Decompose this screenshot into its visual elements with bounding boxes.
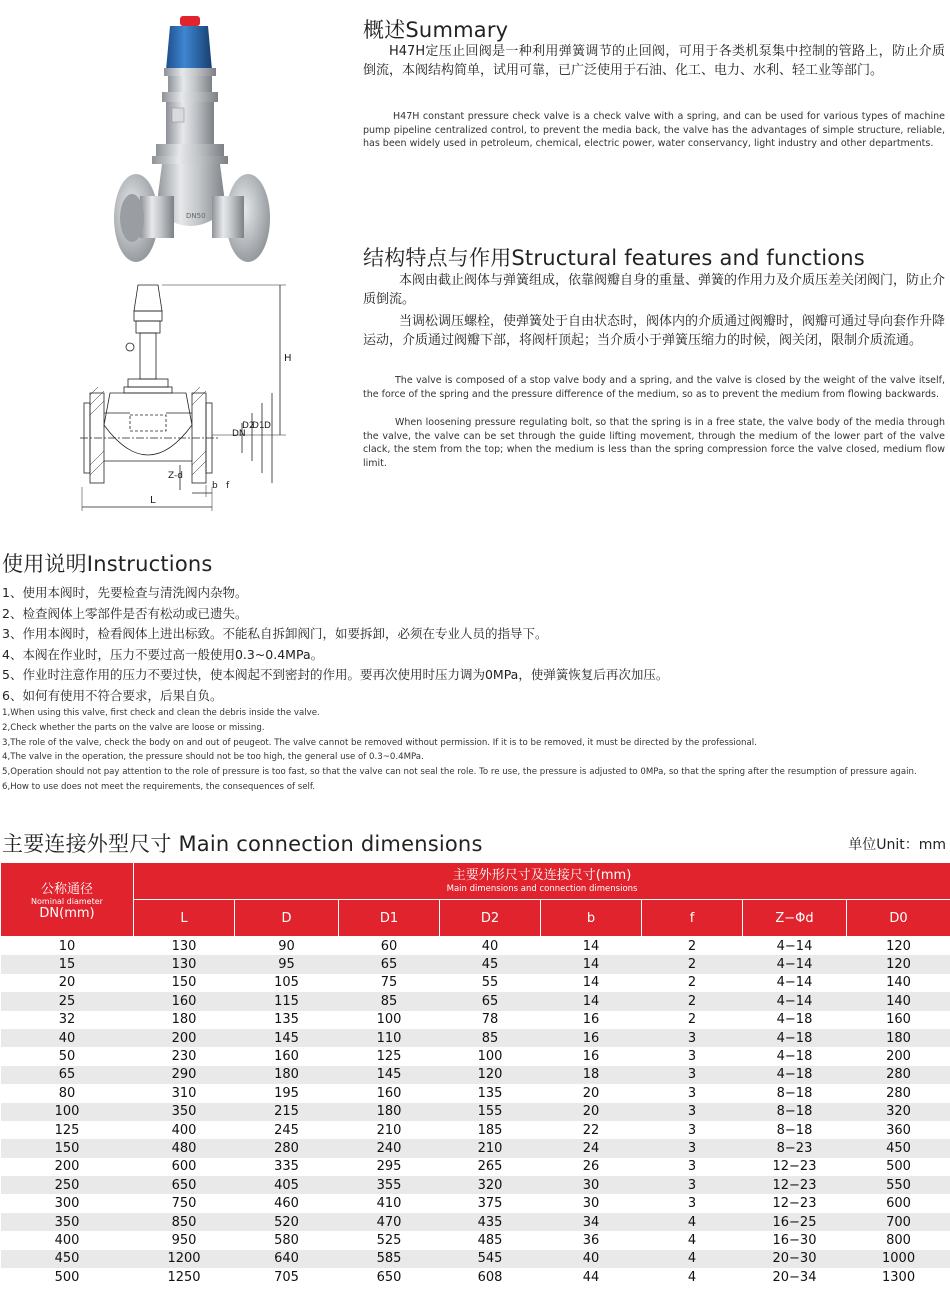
table-cell: 150 — [1, 1139, 134, 1157]
table-cell: 4−18 — [743, 1066, 847, 1084]
table-cell: 14 — [541, 955, 642, 973]
table-cell: 4−14 — [743, 992, 847, 1010]
table-row — [1, 1084, 950, 1102]
table-cell: 245 — [235, 1121, 339, 1139]
table-row — [1, 992, 950, 1010]
table-cell: 125 — [1, 1121, 134, 1139]
table-cell: 8−18 — [743, 1084, 847, 1102]
table-cell: 950 — [134, 1231, 235, 1249]
table-row — [1, 955, 950, 973]
table-cell: 210 — [440, 1139, 541, 1157]
summary-en: H47H constant pressure check valve is a check valve with a spring, and can be used for various types of machine pump pipeline centralized control, to prevent the media back, the valve has the advantages of simple structure, reliable, has been widely used in petroleum, chemical, electric power, water conservancy, light industry and other departments. — [363, 111, 945, 149]
table-cell: 120 — [847, 955, 950, 973]
table-cell: 14 — [541, 992, 642, 1010]
table-cell: 4−18 — [743, 1047, 847, 1065]
table-cell: 480 — [134, 1139, 235, 1157]
table-cell: 22 — [541, 1121, 642, 1139]
table-cell: 150 — [134, 974, 235, 992]
table-cell: 525 — [339, 1231, 440, 1249]
table-cell: 500 — [847, 1158, 950, 1176]
table-cell: 100 — [440, 1047, 541, 1065]
table-cell: 160 — [134, 992, 235, 1010]
table-cell: 80 — [1, 1084, 134, 1102]
table-cell: 580 — [235, 1231, 339, 1249]
table-cell: 3 — [642, 1176, 743, 1194]
table-cell: 180 — [235, 1066, 339, 1084]
drawing-label-l: L — [150, 495, 156, 506]
unit-label: 单位Unit：mm — [848, 837, 946, 853]
table-cell: 405 — [235, 1176, 339, 1194]
instruction-cn-item: 5、作业时注意作用的压力不要过快，使本阀起不到密封的作用。要再次使用时压力调为0MPa，使弹簧恢复后再次加压。 — [2, 667, 669, 682]
table-cell: 3 — [642, 1029, 743, 1047]
table-cell: 350 — [1, 1213, 134, 1231]
instructions-en-list — [2, 706, 948, 795]
table-cell: 4 — [642, 1213, 743, 1231]
table-cell: 78 — [440, 1011, 541, 1029]
table-row — [1, 1029, 950, 1047]
features-title: 结构特点与作用Structural features and functions — [363, 246, 865, 270]
table-cell: 65 — [440, 992, 541, 1010]
table-cell: 155 — [440, 1103, 541, 1121]
table-cell: 750 — [134, 1194, 235, 1212]
table-cell: 3 — [642, 1066, 743, 1084]
table-cell: 160 — [339, 1084, 440, 1102]
table-cell: 85 — [339, 992, 440, 1010]
table-cell: 24 — [541, 1139, 642, 1157]
instructions-cn-list — [2, 583, 948, 706]
table-cell: 3 — [642, 1139, 743, 1157]
product-photo — [108, 10, 278, 265]
instruction-en-item: 1,When using this valve, first check and clean the debris inside the valve. — [2, 708, 320, 718]
table-cell: 60 — [339, 937, 440, 956]
table-row — [1, 1176, 950, 1194]
table-row — [1, 1011, 950, 1029]
table-cell: 12−23 — [743, 1176, 847, 1194]
table-cell: 180 — [847, 1029, 950, 1047]
table-row — [1, 974, 950, 992]
group-header — [134, 863, 950, 900]
table-cell: 20−30 — [743, 1250, 847, 1268]
drawing-label-d2: D2 — [242, 421, 255, 431]
table-cell: 40 — [541, 1250, 642, 1268]
table-cell: 8−18 — [743, 1121, 847, 1139]
column-header-f: f — [642, 900, 743, 937]
table-cell: 650 — [134, 1176, 235, 1194]
table-row — [1, 1121, 950, 1139]
table-cell: 4−18 — [743, 1029, 847, 1047]
column-header-d0: D0 — [847, 900, 950, 937]
table-cell: 280 — [847, 1084, 950, 1102]
table-cell: 34 — [541, 1213, 642, 1231]
table-cell: 335 — [235, 1158, 339, 1176]
table-cell: 110 — [339, 1029, 440, 1047]
table-row — [1, 1139, 950, 1157]
table-cell: 210 — [339, 1121, 440, 1139]
instructions-title: 使用说明Instructions — [2, 552, 213, 576]
drawing-label-f: f — [226, 481, 230, 491]
table-cell: 320 — [440, 1176, 541, 1194]
table-cell: 320 — [847, 1103, 950, 1121]
instruction-en-item: 3,The role of the valve, check the body on and out of peugeot. The valve cannot be removed without permission. If it is to be removed, it must be directed by the professional. — [2, 737, 757, 748]
table-cell: 12−23 — [743, 1158, 847, 1176]
group-header-en: Main dimensions and connection dimensions — [446, 884, 638, 894]
drawing-label-b: b — [212, 481, 218, 491]
technical-drawing — [70, 275, 310, 520]
table-cell: 65 — [1, 1066, 134, 1084]
dn-header-en: Nominal diameter — [31, 897, 103, 906]
table-cell: 600 — [847, 1194, 950, 1212]
table-cell: 130 — [134, 955, 235, 973]
table-cell: 850 — [134, 1213, 235, 1231]
table-cell: 195 — [235, 1084, 339, 1102]
table-cell: 3 — [642, 1103, 743, 1121]
table-cell: 400 — [134, 1121, 235, 1139]
table-cell: 450 — [1, 1250, 134, 1268]
column-header-d: D — [235, 900, 339, 937]
table-cell: 20−34 — [743, 1268, 847, 1286]
table-row — [1, 1158, 950, 1176]
instruction-en-item: 2,Check whether the parts on the valve are loose or missing. — [2, 722, 265, 733]
table-cell: 3 — [642, 1158, 743, 1176]
table-cell: 240 — [339, 1139, 440, 1157]
table-cell: 135 — [440, 1084, 541, 1102]
table-cell: 230 — [134, 1047, 235, 1065]
table-cell: 20 — [541, 1084, 642, 1102]
table-cell: 180 — [134, 1011, 235, 1029]
table-cell: 26 — [541, 1158, 642, 1176]
group-header-cn: 主要外形尺寸及连接尺寸(mm) — [452, 868, 632, 883]
table-cell: 600 — [134, 1158, 235, 1176]
table-cell: 44 — [541, 1268, 642, 1286]
instruction-cn-item: 3、作用本阀时，检看阀体上进出标致。不能私自拆卸阀门，如要拆卸，必须在专业人员的指导下。 — [2, 626, 548, 641]
table-cell: 2 — [642, 974, 743, 992]
features-en-2: When loosening pressure regulating bolt, so that the spring is in a free state, the valve body of the media through the valve, the valve can be set through the guide lifting movement, through the medium of the lower part of the valve clack, the stem from the top; when the medium is less than the spring compression force the valve closed, medium flow limit. — [363, 417, 945, 469]
table-cell: 4 — [642, 1231, 743, 1249]
table-cell: 14 — [541, 937, 642, 956]
table-row — [1, 937, 950, 956]
table-cell: 95 — [235, 955, 339, 973]
table-cell: 8−18 — [743, 1103, 847, 1121]
table-cell: 650 — [339, 1268, 440, 1286]
table-cell: 16−30 — [743, 1231, 847, 1249]
instruction-cn-item: 1、使用本阀时，先要检查与清洗阀内杂物。 — [2, 585, 248, 600]
table-cell: 8−23 — [743, 1139, 847, 1157]
table-cell: 290 — [134, 1066, 235, 1084]
features-cn-1: 本阀由截止阀体与弹簧组成，依靠阀瓣自身的重量、弹簧的作用力及介质压差关闭阀门，防止介质倒流。 — [363, 273, 946, 307]
table-cell: 2 — [642, 955, 743, 973]
table-cell: 20 — [1, 974, 134, 992]
table-cell: 12−23 — [743, 1194, 847, 1212]
table-cell: 25 — [1, 992, 134, 1010]
table-cell: 200 — [847, 1047, 950, 1065]
table-cell: 32 — [1, 1011, 134, 1029]
table-cell: 85 — [440, 1029, 541, 1047]
table-row — [1, 1194, 950, 1212]
table-cell: 120 — [847, 937, 950, 956]
table-cell: 100 — [1, 1103, 134, 1121]
table-cell: 4−14 — [743, 937, 847, 956]
table-cell: 350 — [134, 1103, 235, 1121]
features-en-1: The valve is composed of a stop valve body and a spring, and the valve is closed by the weight of the valve itself, the force of the spring and the pressure difference of the medium, so as to prevent the medium from flowing backwards. — [363, 375, 945, 400]
table-cell: 2 — [642, 937, 743, 956]
instruction-cn-item: 4、本阀在作业时，压力不要过高一般使用0.3~0.4MPa。 — [2, 646, 324, 662]
table-cell: 355 — [339, 1176, 440, 1194]
table-cell: 700 — [847, 1213, 950, 1231]
table-cell: 520 — [235, 1213, 339, 1231]
instruction-en-item: 6,How to use does not meet the requirements, the consequences of self. — [2, 781, 316, 792]
table-row — [1, 1066, 950, 1084]
dn-header — [1, 863, 134, 937]
svg-text:DN50: DN50 — [186, 212, 206, 220]
table-cell: 3 — [642, 1121, 743, 1139]
table-cell: 4 — [642, 1268, 743, 1286]
table-cell: 360 — [847, 1121, 950, 1139]
table-cell: 115 — [235, 992, 339, 1010]
table-cell: 705 — [235, 1268, 339, 1286]
table-cell: 2 — [642, 1011, 743, 1029]
summary-cn: H47H定压止回阀是一种利用弹簧调节的止回阀，可用于各类机泵集中控制的管路上，防止介质倒流，本阀结构简单，试用可靠，已广泛使用于石油、化工、电力、水利、轻工业等部门。 — [363, 44, 945, 78]
table-cell: 160 — [235, 1047, 339, 1065]
table-cell: 500 — [1, 1268, 134, 1286]
table-row — [1, 1047, 950, 1065]
table-cell: 200 — [134, 1029, 235, 1047]
table-cell: 250 — [1, 1176, 134, 1194]
table-cell: 16 — [541, 1011, 642, 1029]
table-cell: 460 — [235, 1194, 339, 1212]
table-cell: 310 — [134, 1084, 235, 1102]
table-cell: 75 — [339, 974, 440, 992]
table-cell: 435 — [440, 1213, 541, 1231]
table-cell: 4 — [642, 1250, 743, 1268]
table-cell: 4−14 — [743, 974, 847, 992]
table-cell: 180 — [339, 1103, 440, 1121]
table-cell: 14 — [541, 974, 642, 992]
table-cell: 375 — [440, 1194, 541, 1212]
table-cell: 15 — [1, 955, 134, 973]
table-cell: 16−25 — [743, 1213, 847, 1231]
table-cell: 40 — [1, 1029, 134, 1047]
instruction-en-item: 5,Operation should not pay attention to the role of pressure is too fast, so that the valve can not seal the role. To re use, the pressure is adjusted to 0MPa, so that the spring after the resumption of pressure again. — [2, 767, 917, 778]
column-header-b: b — [541, 900, 642, 937]
column-header-d2: D2 — [440, 900, 541, 937]
table-cell: 55 — [440, 974, 541, 992]
table-cell: 295 — [339, 1158, 440, 1176]
table-cell: 410 — [339, 1194, 440, 1212]
table-cell: 485 — [440, 1231, 541, 1249]
table-cell: 400 — [1, 1231, 134, 1249]
dn-header-unit: DN(mm) — [39, 906, 95, 921]
table-cell: 265 — [440, 1158, 541, 1176]
table-cell: 100 — [339, 1011, 440, 1029]
table-cell: 140 — [847, 974, 950, 992]
features-cn-2: 当调松调压螺栓，使弹簧处于自由状态时，阀体内的介质通过阀瓣时，阀瓣可通过导向套作升降运动，介质通过阀瓣下部，将阀杆顶起；当介质小于弹簧压缩力的时候，阀关闭，限制介质流通。 — [363, 314, 946, 348]
table-cell: 608 — [440, 1268, 541, 1286]
drawing-label-h: H — [284, 353, 292, 364]
table-cell: 1300 — [847, 1268, 950, 1286]
column-header-l: L — [134, 900, 235, 937]
table-row — [1, 1268, 950, 1286]
instruction-cn-item: 6、如何有使用不符合要求，后果自负。 — [2, 687, 223, 703]
table-cell: 550 — [847, 1176, 950, 1194]
table-cell: 280 — [847, 1066, 950, 1084]
table-cell: 125 — [339, 1047, 440, 1065]
table-cell: 130 — [134, 937, 235, 956]
table-cell: 145 — [235, 1029, 339, 1047]
drawing-label-d1: D1 — [252, 421, 265, 431]
table-cell: 1200 — [134, 1250, 235, 1268]
table-cell: 145 — [339, 1066, 440, 1084]
table-cell: 215 — [235, 1103, 339, 1121]
table-row — [1, 1103, 950, 1121]
table-cell: 450 — [847, 1139, 950, 1157]
table-cell: 140 — [847, 992, 950, 1010]
table-cell: 160 — [847, 1011, 950, 1029]
instruction-en-item: 4,The valve in the operation, the pressure should not be too high, the general use of 0.3~0.4MPa. — [2, 752, 424, 763]
table-cell: 90 — [235, 937, 339, 956]
table-cell: 280 — [235, 1139, 339, 1157]
table-cell: 300 — [1, 1194, 134, 1212]
table-cell: 800 — [847, 1231, 950, 1249]
table-cell: 1250 — [134, 1268, 235, 1286]
table-cell: 3 — [642, 1047, 743, 1065]
table-cell: 105 — [235, 974, 339, 992]
dimensions-title: 主要连接外型尺寸 Main connection dimensions — [2, 832, 483, 856]
table-row — [1, 1231, 950, 1249]
dimensions-table-body — [1, 937, 950, 1287]
table-cell: 45 — [440, 955, 541, 973]
table-cell: 65 — [339, 955, 440, 973]
summary-title: 概述Summary — [363, 18, 509, 42]
column-header-z-phi-d: Z−Φd — [743, 900, 847, 937]
column-header-d1: D1 — [339, 900, 440, 937]
table-cell: 200 — [1, 1158, 134, 1176]
table-cell: 36 — [541, 1231, 642, 1249]
dimensions-table — [0, 862, 950, 1286]
table-cell: 50 — [1, 1047, 134, 1065]
table-cell: 120 — [440, 1066, 541, 1084]
table-cell: 30 — [541, 1176, 642, 1194]
table-cell: 4−18 — [743, 1011, 847, 1029]
table-cell: 16 — [541, 1029, 642, 1047]
table-cell: 3 — [642, 1194, 743, 1212]
table-cell: 185 — [440, 1121, 541, 1139]
table-cell: 4−14 — [743, 955, 847, 973]
drawing-label-zd: Z-d — [168, 471, 183, 481]
table-row — [1, 1213, 950, 1231]
table-cell: 135 — [235, 1011, 339, 1029]
table-cell: 545 — [440, 1250, 541, 1268]
dn-header-cn: 公称通径 — [40, 882, 93, 897]
table-cell: 18 — [541, 1066, 642, 1084]
table-row — [1, 1250, 950, 1268]
drawing-label-d: D — [264, 421, 271, 431]
table-cell: 470 — [339, 1213, 440, 1231]
table-cell: 1000 — [847, 1250, 950, 1268]
table-cell: 40 — [440, 937, 541, 956]
table-cell: 30 — [541, 1194, 642, 1212]
table-cell: 2 — [642, 992, 743, 1010]
instruction-cn-item: 2、检查阀体上零部件是否有松动或已遗失。 — [2, 605, 248, 621]
table-cell: 16 — [541, 1047, 642, 1065]
table-cell: 10 — [1, 937, 134, 956]
table-cell: 585 — [339, 1250, 440, 1268]
table-cell: 20 — [541, 1103, 642, 1121]
table-cell: 640 — [235, 1250, 339, 1268]
table-cell: 3 — [642, 1084, 743, 1102]
drawing-label-dn: DN — [232, 429, 246, 439]
